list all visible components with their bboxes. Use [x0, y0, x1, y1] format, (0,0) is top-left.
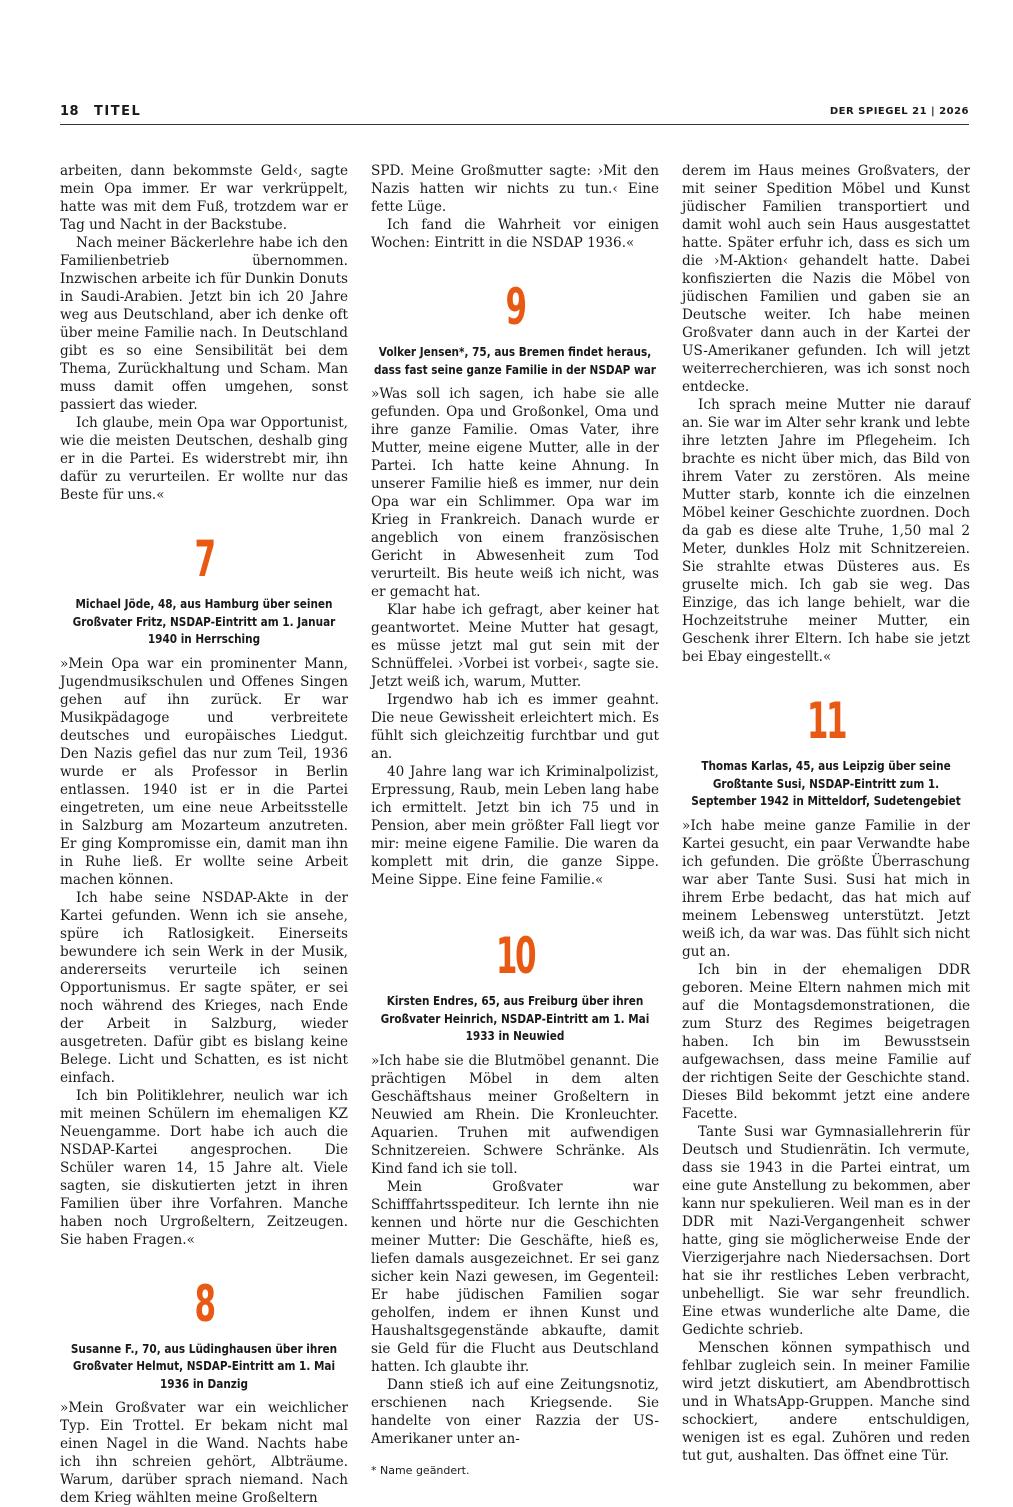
paragraph: Ich fand die Wahrheit vor einigen Wochen: Eintritt in die NSDAP 1936.«: [371, 217, 659, 251]
paragraph: Nach meiner Bäckerlehre habe ich den Familienbetrieb übernommen. Inzwischen arbeite ich für Dunkin Donuts in Saudi-Arabien. Jetzt bin ich 20 Jahre weg aus Deutschland, aber ich denke oft über meine Familie nach. In Deutschland gibt es so eine Sensibilität bei dem Thema, Zurückhaltung und Scham. Man muss damit offen umgehen, sonst passiert das wieder.: [60, 235, 349, 413]
paragraph: »Ich habe meine ganze Familie in der Kartei gesucht, ein paar Verwandte habe ich gefunden. Die größte Überraschung war aber Tante Susi. Susi hat mich in ihrem Erbe bedacht, das hat mich auf meinem Lebensweg unterstützt. Jetzt weiß ich, da war was. Das fühlt sich nicht gut an.: [682, 817, 970, 960]
paragraph: SPD. Meine Großmutter sagte: ›Mit den Nazis hatten wir nichts zu tun.‹ Eine fette Lüge.: [371, 163, 659, 215]
page-number: 18: [60, 104, 80, 119]
paragraph: Irgendwo hab ich es immer geahnt. Die neue Gewissheit erleichtert mich. Es fühlt sich gleichzeitig furchtbar und gut an.: [371, 692, 659, 762]
paragraph: Dann stieß ich auf eine Zeitungsnotiz, erschienen nach Kriegsende. Sie handelte von einer Razzia der US-Amerikaner unter an-: [371, 1376, 659, 1447]
section-heading-11: [682, 692, 970, 811]
paragraph: Ich glaube, mein Opa war Opportunist, wie die meisten Deutschen, deshalb ging er in die Partei. Es widerstrebt mir, ihn dafür zu verurteilen. Er wollte nur das Beste für uns.«: [60, 415, 348, 503]
section-heading-8: [60, 1274, 348, 1394]
section-subtitle: Michael Jöde, 48, aus Hamburg über seinen Großvater Fritz, NSDAP-Eintritt am 1. Januar 1940 in Herrsching: [72, 597, 336, 646]
section-number: 8: [194, 1274, 214, 1333]
section-subtitle: Volker Jensen*, 75, aus Bremen findet heraus, dass fast seine ganze Familie in der NSDAP war: [374, 345, 656, 377]
page-header: [60, 104, 969, 125]
section-subtitle: Kirsten Endres, 65, aus Freiburg über ihren Großvater Heinrich, NSDAP-Eintritt am 1. Mai 1933 in Neuwied: [380, 994, 650, 1043]
section-title: TITEL: [94, 104, 142, 119]
paragraph: Ich bin Politiklehrer, neulich war ich mit meinen Schülern im ehemaligen KZ Neuengamme. Dort habe ich auch die NSDAP-Kartei angesprochen. Die Schüler waren 14, 15 Jahre alt. Viele sagten, sie diskutierten jetzt in ihren Familien über ihre Vorfahren. Manche haben noch Urgroßeltern, Zeitzeugen. Sie haben Fragen.«: [60, 1087, 348, 1248]
section-number: 11: [806, 692, 846, 750]
section-subtitle: Thomas Karlas, 45, aus Leipzig über seine Großtante Susi, NSDAP-Eintritt zum 1. September 1942 in Mitteldorf, Sudetengebiet: [691, 759, 961, 808]
column-2: [371, 162, 659, 1480]
section-heading-9: [371, 278, 659, 379]
section-heading-10: [371, 927, 659, 1046]
section-number: 9: [505, 278, 525, 336]
footnote: * Name geändert.: [371, 1463, 470, 1477]
column-1: [60, 162, 348, 1507]
paragraph: Klar habe ich gefragt, aber keiner hat geantwortet. Meine Mutter hat gesagt, es müsse jetzt mal gut sein mit der Schnüffelei. ›Vorbei ist vorbei‹, sagte sie. Jetzt weiß ich, warum, Mutter.: [371, 602, 659, 690]
paragraph: »Mein Opa war ein prominenter Mann, Jugendmusikschulen und Offenes Singen gehen auf ihn zurück. Er war Musikpädagoge und verbreitete deutsches und europäisches Liedgut. Den Nazis gefiel das nur zum Teil, 1936 wurde er als Professor in Berlin entlassen. 1940 ist er in die Partei eingetreten, um eine neue Arbeitsstelle in Salzburg am Mozarteum anzutreten. Er ging Kompromisse ein, damit man ihn in Ruhe ließ. Er wollte seine Arbeit machen können.: [60, 655, 348, 888]
paragraph: arbeiten, dann bekommste Geld‹, sagte mein Opa immer. Er war verkrüppelt, hatte was mit dem Fuß, trotzdem war er Tag und Nacht in der Backstube.: [60, 163, 348, 233]
section-subtitle: Susanne F., 70, aus Lüdinghausen über ihren Großvater Helmut, NSDAP-Eintritt am 1. Mai 1936 in Danzig: [70, 1341, 338, 1391]
column-3: [682, 162, 970, 1465]
paragraph: »Mein Großvater war ein weichlicher Typ. Ein Trottel. Er bekam nicht mal einen Nagel in die Wand. Nachts habe ich ihn schreien gehört, Albträume. Warum, darüber sprach niemand. Nach dem Krieg wählten meine Großeltern: [60, 1400, 348, 1506]
paragraph: Ich bin in der ehemaligen DDR geboren. Meine Eltern nahmen mich mit auf die Montagsdemonstrationen, die zum Sturz des Regimes beigetragen haben. Ich bin im Bewusstsein aufgewachsen, dass meine Familie auf der richtigen Seite der Geschichte stand. Dieses Bild bekommt jetzt eine andere Facette.: [682, 961, 970, 1122]
paragraph: »Ich habe sie die Blutmöbel genannt. Die prächtigen Möbel in dem alten Geschäftshaus meiner Großeltern in Neuwied am Rhein. Die Kronleuchter. Aquarien. Truhen mit aufwendigen Schnitzereien. Schwere Schränke. Als Kind fand ich sie toll.: [371, 1052, 659, 1177]
section-heading-7: [60, 530, 348, 649]
section-number: 10: [495, 927, 535, 985]
paragraph: 40 Jahre lang war ich Kriminalpolizist, Erpressung, Raub, mein Leben lang habe ich ermittelt. Jetzt bin ich 75 und in Pension, aber mein größter Fall liegt vor mir: meine eigene Familie. Die waren da komplett mit drin, die ganze Sippe. Meine Sippe. Eine feine Familie.«: [371, 764, 659, 888]
magazine-issue: DER SPIEGEL 21 | 2026: [829, 106, 969, 117]
paragraph: Ich habe seine NSDAP-Akte in der Kartei gefunden. Wenn ich sie ansehe, spüre ich Ratlosigkeit. Einerseits bewundere ich sein Werk in der Musik, andererseits verurteile ich seinen Opportunismus. Er sagte später, er sei noch während des Krieges, nach Ende der Arbeit in Salzburg, wieder ausgetreten. Dafür gibt es bislang keine Belege. Licht und Schatten, es ist nicht einfach.: [60, 889, 348, 1086]
paragraph: Tante Susi war Gymnasiallehrerin für Deutsch und Studienrätin. Ich vermute, dass sie 1943 in die Partei eintrat, um eine gute Anstellung zu bekommen, aber kann nur spekulieren. Weil man es in der DDR mit Nazi-Vergangenheit schwer hatte, ging sie möglicherweise Ende der Vierzigerjahre nach Niedersachsen. Dort hat sie ihr restliches Leben verbracht, unbehelligt. Sie war sehr freundlich. Eine etwas wunderliche alte Dame, die Gedichte schrieb.: [682, 1123, 970, 1338]
paragraph: derem im Haus meines Großvaters, der mit seiner Spedition Möbel und Kunst jüdischer Familien transportiert und damit wohl auch sein Haus ausgestattet hatte. Später erfuhr ich, dass es sich um die ›M-Aktion‹ gehandelt hatte. Dabei konfiszierten die Nazis die Möbel von jüdischen Familien und gaben sie an Deutsche weiter. Ich habe meinen Großvater dann auch in der Kartei der US-Amerikaner gefunden. Ich will jetzt weiterrecherchieren, was ich sonst noch entdecke.: [682, 163, 970, 395]
paragraph: Menschen können sympathisch und fehlbar zugleich sein. In meiner Familie wird jetzt diskutiert, am Abendbrottisch und in WhatsApp-Gruppen. Manche sind schockiert, andere entschuldigen, wenigen ist es egal. Zuhören und reden tut gut, aushalten. Das öffnet eine Tür.: [682, 1339, 970, 1464]
paragraph: Ich sprach meine Mutter nie darauf an. Sie war im Alter sehr krank und lebte ihre letzten Jahre im Pflegeheim. Ich brachte es nicht über mich, das Bild von ihrem Vater zu zerstören. Als meine Mutter starb, konnte ich die einzelnen Möbel keiner Geschichte zuordnen. Doch da gab es diese alte Truhe, 1,50 mal 2 Meter, dunkles Holz mit Schnitzereien. Sie strahlte etwas Düsteres aus. Es gruselte mich. Ich gab sie weg. Das Einzige, das ich lange behielt, war die Hochzeitstruhe meiner Mutter, ein Geschenk ihrer Eltern. Ich habe sie jetzt bei Ebay eingestellt.«: [682, 397, 970, 665]
paragraph: Mein Großvater war Schifffahrtsspediteur. Ich lernte ihn nie kennen und hörte nur die Geschichten meiner Mutter: Die Geschäfte, hieß es, liefen damals ausgezeichnet. Er sei ganz sicher kein Nazi gewesen, im Gegenteil: Er habe jüdischen Familien sogar geholfen, indem er ihnen Kunst und Haushaltsgegenstände abkaufte, damit sie Geld für die Flucht aus Deutschland hatten. Ich glaubte ihr.: [371, 1178, 659, 1375]
section-number: 7: [194, 530, 214, 588]
paragraph: »Was soll ich sagen, ich habe sie alle gefunden. Opa und Großonkel, Oma und ihre ganze Familie. Omas Vater, ihre Mutter, meine eigene Mutter, alle in der Partei. Ich hatte keine Ahnung. In unserer Familie hieß es immer, nur dein Opa war ein Schlimmer. Opa war im Krieg in Frankreich. Danach wurde er angeblich von einem französischen Gericht in Abwesenheit zum Tod verurteilt. Bis heute weiß ich nicht, was er gemacht hat.: [371, 386, 659, 600]
